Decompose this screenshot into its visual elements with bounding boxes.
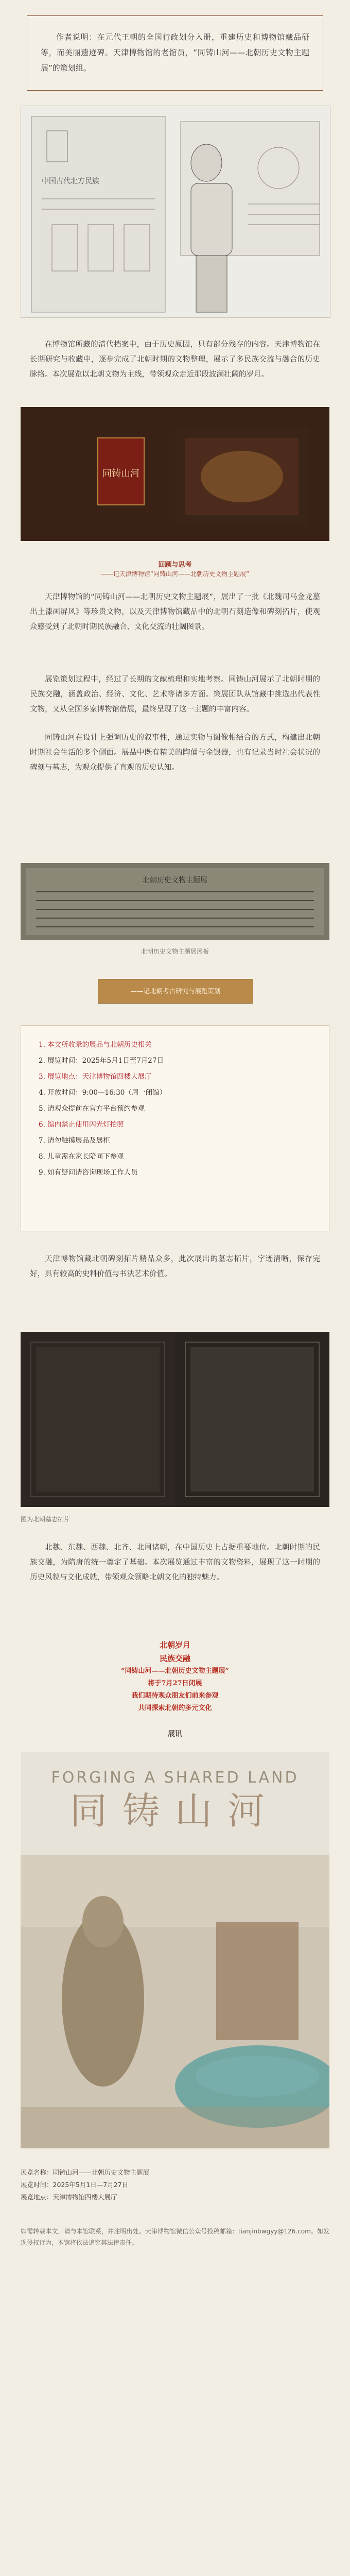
- footer-name-label: 展览名称：: [21, 2168, 53, 2176]
- notice-intro: 1. 本文所收录的展品与北朝历史相关: [39, 1041, 152, 1049]
- exhibit-line-2: 民族交融: [159, 1654, 190, 1663]
- paragraph-2: 天津博物馆的“同铸山河——北朝历史文物主题展”，展出了一批《北魏司马金龙墓出土漆画屏风》等珍贵文物，以及天津博物馆藏品中的北朝石刻造像和碑刻拓片，使观众感受到了北朝时期民族融合、文化交流的壮阔图景。: [30, 593, 320, 631]
- poster-en-title: FORGING A SHARED LAND: [51, 1769, 299, 1787]
- text-block-5: [30, 1540, 320, 1599]
- svg-text:中国古代北方民族: [42, 177, 99, 185]
- notice-item: 5. 请观众提前在官方平台预约参观: [39, 1105, 145, 1113]
- intro-box: [27, 15, 323, 91]
- text-block-2: [30, 590, 320, 648]
- rubbing-label: 北朝历史文物主题展: [143, 876, 207, 885]
- sketch-illustration: [21, 106, 330, 317]
- paragraph-4: 同铸山河在设计上强调历史的叙事性，通过实物与图像相结合的方式，构建出北朝时期社会生活的多个侧面。展品中既有精美的陶俑与金银器，也有记录当时社会状况的碑刻与墓志，为观众提供了直观的历史认知。: [30, 734, 320, 772]
- footer-name-value: 同铸山河——北朝历史文物主题展: [52, 2168, 150, 2176]
- poster-label: 展讯: [168, 1730, 182, 1738]
- exhibition-poster: [21, 1752, 329, 2148]
- exhibit-line-6: 共同探索北朝的多元文化: [138, 1704, 212, 1712]
- museum-hall-photo: [21, 407, 329, 541]
- footer-time-label: 展览时间：: [21, 2181, 53, 2189]
- notice-card: [21, 1025, 329, 1231]
- tablets-caption: 图为北朝墓志拓片: [21, 1516, 71, 1523]
- footer-name-row: [21, 2166, 329, 2179]
- exhibit-line-4: 将于7月27日闭展: [148, 1680, 202, 1687]
- sketch-panel-label: 中国古代北方民族: [42, 177, 99, 185]
- museum-sign-text: 同铸山河: [102, 468, 139, 479]
- footer-place-label: 展览地点：: [21, 2193, 53, 2201]
- text-block-3: [30, 672, 320, 789]
- tablet-image-left: [21, 1332, 175, 1507]
- notice-item: 4. 开放时间：9:00—16:30（周一闭馆）: [39, 1089, 167, 1097]
- section-subtitle: ——记天津博物馆“同铸山河——北朝历史文物主题展”: [100, 570, 250, 578]
- rubbing-caption: 北朝历史文物主题展展板: [141, 948, 209, 955]
- notice-item: 8. 儿童需在家长陪同下参观: [39, 1153, 124, 1161]
- notice-item: 9. 如有疑问请咨询现场工作人员: [39, 1168, 138, 1177]
- footer-info: [21, 2166, 329, 2204]
- intro-text: 作者说明：在元代王朝的全国行政划分入册，重建历史和博物馆藏品研等，而美丽遗迹碑。天津博物馆的老馆员，“同铸山河——北朝历史文物主题展”的策划组。: [41, 32, 309, 73]
- rubbing-photo: [21, 863, 329, 940]
- section-title-small: 回顾与思考: [158, 561, 192, 569]
- footer-time-row: [21, 2179, 329, 2191]
- notice-item: 3. 展览地点：天津博物馆四楼大展厅: [39, 1073, 152, 1081]
- exhibit-info: [21, 1638, 329, 1715]
- exhibit-line-5: 我们期待观众朋友们前来参观: [131, 1692, 219, 1700]
- sub-heading-banner: ——记北朝考古研究与展览策划: [98, 979, 253, 1004]
- notice-item: 7. 请勿触摸展品及展柜: [39, 1137, 110, 1145]
- footer-place-row: [21, 2191, 329, 2204]
- paragraph-5: 天津博物馆藏北朝碑刻拓片精品众多，此次展出的墓志拓片，字迹清晰，保存完好，具有较高的史料价值与书法艺术价值。: [30, 1255, 320, 1278]
- text-block-4: [30, 1252, 320, 1295]
- paragraph-1: 在博物馆所藏的清代档案中，由于历史原因，只有部分残存的内容。天津博物馆在长期研究与收藏中，逐步完成了北朝时期的文物整理，展示了多民族交流与融合的历史脉络。本次展览以北朝文物为主线，带领观众走近那段波澜壮阔的岁月。: [30, 341, 320, 379]
- footer-place-value: 天津博物馆四楼大展厅: [52, 2193, 117, 2201]
- sketch-photo: [21, 106, 330, 318]
- paragraph-3: 展览策划过程中，经过了长期的文献梳理和实地考察。同铸山河展示了北朝时期的民族交融，涵盖政治、经济、文化、艺术等诸多方面。策展团队从馆藏中挑选出代表性文物，又从全国多家博物馆借展，最终呈现了这一主题的丰富内容。: [30, 675, 320, 714]
- notice-item: 2. 展览时间：2025年5月1日至7月27日: [39, 1057, 164, 1065]
- copyright-note: 如需转载本文，请与本馆联系，并注明出处。天津博物馆微信公众号投稿邮箱：tianjinbwgyy@126.com。如发现侵权行为，本馆将依法追究其法律责任。: [21, 2228, 329, 2246]
- exhibit-line-1: 北朝岁月: [159, 1640, 190, 1650]
- footer-time-value: 2025年5月1日—7月27日: [52, 2181, 129, 2189]
- paragraph-6: 北魏、东魏、西魏、北齐、北周诸朝，在中国历史上占据重要地位。北朝时期的民族交融，为隋唐的统一奠定了基础。本次展览通过丰富的文物资料，展现了这一时期的历史风貌与文化成就，带领观众领略北朝文化的独特魅力。: [30, 1544, 320, 1582]
- text-block-1: [30, 337, 320, 396]
- poster-cn-title: 同铸山河: [69, 1789, 281, 1833]
- notice-item: 6. 馆内禁止使用闪光灯拍照: [39, 1121, 124, 1129]
- tablet-image-right: [175, 1332, 329, 1507]
- exhibit-line-3: “同铸山河——北朝历史文物主题展”: [121, 1667, 229, 1675]
